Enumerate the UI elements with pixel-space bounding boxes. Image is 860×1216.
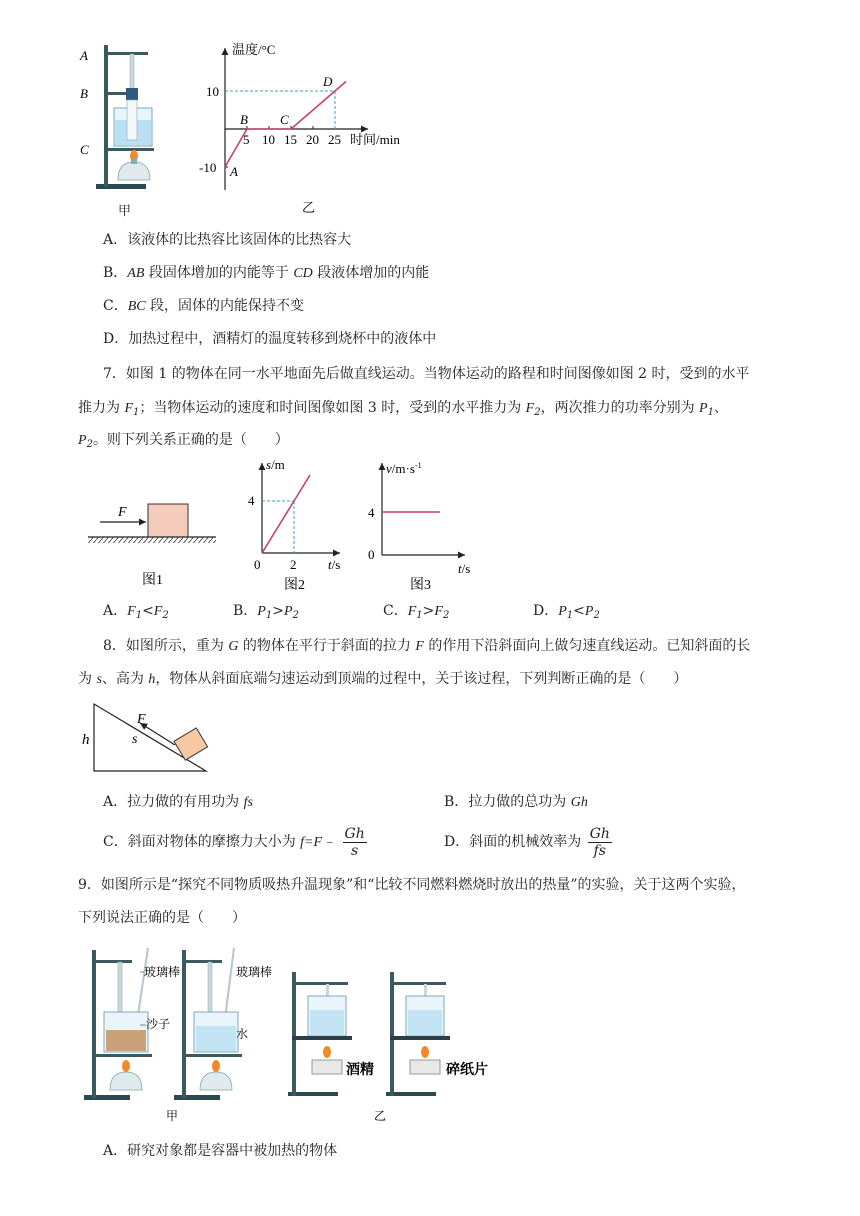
q8-option-c-fraction: $\frac{Gh}{s}$ <box>344 825 365 859</box>
q6-yi-x-axis-label: 时间/min <box>350 132 400 147</box>
q8-option-d[interactable]: D．斜面的机械效率为 $\frac{Gh}{fs}$ <box>444 825 610 859</box>
q7-fig2-ytick-4: 4 <box>248 493 255 508</box>
q7-fig2-y-axis-label: s/m <box>266 457 285 472</box>
q6-yi-point-a: A <box>230 164 238 179</box>
q9-label-rod2: 玻璃棒 <box>236 965 273 979</box>
q7-stem-line1: 7．如图 1 的物体在同一水平地面先后做直线运动。当物体运动的路程和时间图像如图 2 时，受到的水平 <box>103 366 750 382</box>
q7-fig3-y-axis-label: $v/m\cdot s^{-1}$ <box>386 461 422 476</box>
q6-yi-caption: 乙 <box>302 200 316 215</box>
q8-fig-s-label: s <box>132 732 138 747</box>
q8-option-b[interactable]: B．拉力做的总功为 Gh <box>444 794 588 810</box>
q6-figure-jia <box>78 40 178 220</box>
q9-label-alcohol: 酒精 <box>346 1063 374 1078</box>
q7-figure-1 <box>86 492 226 597</box>
q6-jia-label-b: B <box>80 86 88 101</box>
q6-option-d[interactable]: D．加热过程中，酒精灯的温度转移到烧杯中的液体中 <box>103 331 437 347</box>
q6-yi-xtick-20: 20 <box>306 132 319 147</box>
q6-yi-point-c: C <box>280 112 289 127</box>
q6-option-b[interactable]: B．AB 段固体增加的内能等于 CD 段液体增加的内能 <box>103 265 430 281</box>
q9-label-rod1: 玻璃棒 <box>144 965 181 979</box>
q6-option-a[interactable]: A．该液体的比热容比该固体的比热容大 <box>103 232 352 248</box>
q6-option-c[interactable]: C．BC 段，固体的内能保持不变 <box>103 298 305 314</box>
q7-option-d[interactable]: D．$P_1<P_2$ <box>533 603 600 621</box>
q8-fig-f-label: F <box>137 712 146 727</box>
q6-yi-y-axis-label: 温度/°C <box>232 42 276 57</box>
q6-jia-label-c: C <box>80 142 89 157</box>
q6-yi-ytick-neg10: -10 <box>199 160 217 175</box>
q9-stem-line2: 下列说法正确的是（ ） <box>78 910 246 926</box>
q6-yi-point-d: D <box>323 74 333 89</box>
q7-option-b[interactable]: B．$P_1>P_2$ <box>233 603 299 621</box>
q8-option-d-fraction: $\frac{Gh}{fs}$ <box>589 825 610 859</box>
q9-caption-jia: 甲 <box>166 1109 179 1123</box>
q9-label-paper: 碎纸片 <box>446 1063 488 1078</box>
q7-fig3-x-axis-label: t/s <box>458 561 471 576</box>
q6-yi-xtick-5: 5 <box>243 132 250 147</box>
q7-stem-line3: $P_2$。则下列关系正确的是（ ） <box>78 432 289 450</box>
q8-stem-line1: 8．如图所示，重为 G 的物体在平行于斜面的拉力 F 的作用下沿斜面向上做匀速直线运动。已知斜面的长 <box>103 638 751 654</box>
q8-option-a[interactable]: A．拉力做的有用功为 fs <box>103 794 253 810</box>
q7-fig3-origin: 0 <box>368 547 375 562</box>
q8-stem-line2: 为 s、高为 h，物体从斜面底端匀速运动到顶端的过程中，关于该过程，下列判断正确的是（ ） <box>78 671 688 687</box>
q7-figure-3-chart <box>360 455 480 600</box>
q6-jia-caption: 甲 <box>118 203 132 218</box>
q7-fig3-caption: 图3 <box>410 578 431 593</box>
q7-fig2-x-axis-label: t/s <box>328 557 341 572</box>
q7-fig2-origin: 0 <box>254 557 261 572</box>
q9-figure <box>78 942 508 1127</box>
q6-jia-label-a: A <box>80 48 88 63</box>
q6-figure-yi-chart <box>190 38 430 218</box>
q7-option-a[interactable]: A．$F_1<F_2$ <box>103 603 169 621</box>
q7-figure-2-chart <box>240 455 360 600</box>
q7-stem-line2: 推力为 $F_1$；当物体运动的速度和时间图像如图 3 时，受到的水平推力为 $F_2$，两次推力的功率分别为 $P_1$、 <box>78 400 728 418</box>
q6-yi-ytick-10: 10 <box>206 84 219 99</box>
q7-fig1-caption: 图1 <box>142 573 163 588</box>
q7-fig3-ytick-4: 4 <box>368 505 375 520</box>
q9-stem-line1: 9．如图所示是“探究不同物质吸热升温现象”和“比较不同燃料燃烧时放出的热量”的实验，关于这两个实验， <box>78 877 746 893</box>
q8-option-c[interactable]: C．斜面对物体的摩擦力大小为 f=F﹣ $\frac{Gh}{s}$ <box>103 825 365 859</box>
q7-option-c[interactable]: C．$F_1>F_2$ <box>383 603 450 621</box>
q9-option-a[interactable]: A．研究对象都是容器中被加热的物体 <box>103 1143 338 1159</box>
q7-fig1-force-label: F <box>118 505 127 520</box>
q6-yi-xtick-25: 25 <box>328 132 341 147</box>
q7-fig2-caption: 图2 <box>284 578 305 593</box>
q6-yi-xtick-10: 10 <box>262 132 275 147</box>
q9-label-sand: 沙子 <box>146 1017 171 1031</box>
q7-fig2-xtick-2: 2 <box>290 557 297 572</box>
q9-label-water: 水 <box>236 1027 249 1041</box>
q8-fig-h-label: h <box>82 732 90 748</box>
q6-yi-point-b: B <box>240 112 248 127</box>
q6-yi-xtick-15: 15 <box>284 132 297 147</box>
q9-caption-yi: 乙 <box>374 1109 387 1123</box>
q8-incline-figure <box>80 700 230 780</box>
